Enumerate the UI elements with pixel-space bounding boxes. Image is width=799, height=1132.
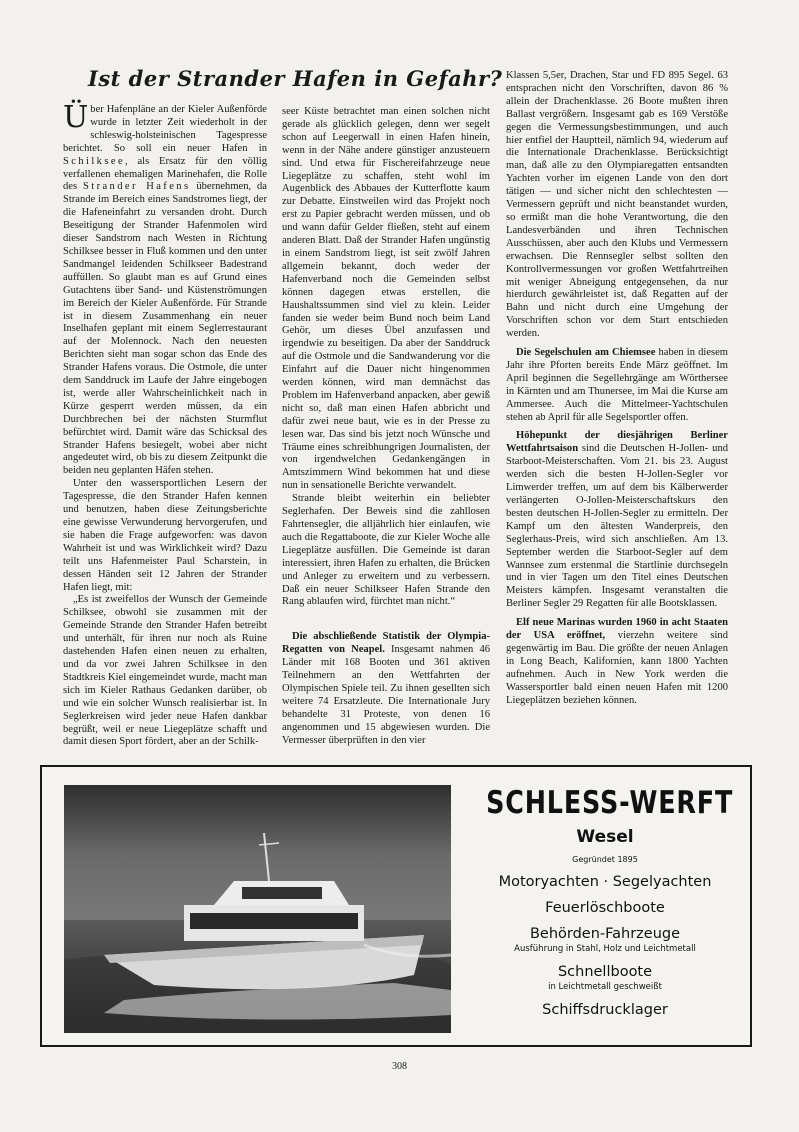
advertisement [40, 765, 752, 1047]
news-headline: Die abschließende Statistik der Olympia-Regatten von Neapel. [282, 631, 490, 656]
product-line: Schiffsdrucklager [542, 1002, 668, 1018]
news-headline: Die Segelschulen am Chiemsee [516, 347, 656, 359]
column-2 [282, 106, 490, 748]
place-name: Strander Hafens [82, 181, 191, 193]
news-item: Die abschließende Statistik der Olympia-Regatten von Neapel. Insgesamt nahmen 46 Länder mit 168 Booten und 361 aktiven Teilnehmern an den Wettfahrten der Olympischen Spiele teil. Zu ihnen gesellten sich weitere 74 Ersatzleute. Die Internationale Jury behandelte 31 Proteste, von denen 16 angenommen und 15 abgewiesen wurden. Die Vermesser überprüften in den vier [282, 631, 490, 746]
motor-yacht-photo [64, 785, 451, 1033]
news-item: Höhepunkt der diesjährigen Berliner Wettfahrtsaison sind die Deutschen H-Jollen- und Starboot-Meisterschaften. Vom 21. bis 23. August werden sich die besten H-Jollen-Segler vor Limwerder treffen, um auf dem bis Kälberwerder verlängerten O-Jollen-Meisterschaftskurs den besten deutschen H-Jollen-Segler zu ermitteln. Der Kampf um den ältesten Wanderpreis, den Seglerhaus-Preis, wird sich anschließen. Am 13. September werden die Starboot-Segler auf dem Wannsee zum erstenmal die Startlinie durchsegeln und in vier Tagen um den Titel eines Deutschen Meisters kämpfen. Insgesamt veranstalten die Berliner Segler 29 Regatten für alle Bootsklassen. [506, 430, 728, 610]
article-title: Ist der Strander Hafen in Gefahr? [88, 66, 503, 91]
product-line: Schnellboote [557, 964, 653, 980]
news-headline: Elf neue Marinas wurden 1960 in acht Staaten der USA eröffnet, [506, 617, 728, 642]
news-headline: Höhepunkt der diesjährigen Berliner Wettfahrtsaison [506, 430, 728, 455]
yacht-illustration [64, 785, 451, 1033]
paragraph: Klassen 5,5er, Drachen, Star und FD 895 Segel. 63 entsprachen nicht den Vorschriften, davon 86 % allein der Drachenklasse. 26 Boote mußten ihren Ballast vergrößern. Insgesamt gab es 169 Verstöße gegen die Vermessungsbestimmungen, und auch hier entfiel der Hauptteil, nämlich 94, wiederum auf die Internationale Drachenklasse. Berücksichtigt man, daß alle zu den Olympiaregatten entsandten Yachten vorher im eigenen Lande von den dort tätigen — und sicher nicht den schlechtesten — Vermessern geprüft und nicht beanstandet wurden, so ermißt man die hohe Verantwortung, die den Landesverbänden und ihren Technischen Ausschüssen, aber auch den Klubs und Vermessern erwachsen. Die Rennsegler selbst sollten den Kontrollvermessungen vor großen Wettfahrtreihen mit weniger Abneigung entgegensehen, da nur hierdurch gewährleistet ist, daß Regatten auf der Bahn und nicht durch eine Umgehung der Vorschriften schon vor dem Start entschieden werden. [506, 70, 728, 340]
ad-text-block [460, 777, 750, 1018]
company-city: Wesel [576, 827, 634, 847]
column-1 [63, 100, 267, 749]
founded-note: Gegründet 1895 [572, 855, 638, 864]
news-item: Elf neue Marinas wurden 1960 in acht Staaten der USA eröffnet, vierzehn weitere sind gegenwärtig im Bau. Die größte der neuen Anlagen in Long Beach, Kalifornien, kann 1800 Yachten aufnehmen. Auch in New York werden die Wassersportler bald einen neuen Hafen mit 1200 Liegeplätzen beziehen können. [506, 617, 728, 706]
news-item: Die Segelschulen am Chiemsee haben in diesem Jahr ihre Pforten bereits Ende März geöffnet. Im April beginnen die Segellehrgänge am Wörthersee in Kärnten und am Thunersee, im Mai die Kurse am Ammersee. Auch die Mittelmeer-Yachtschulen stehen ab April für alle Segelsportler offen. [506, 347, 728, 423]
drop-cap: Ü [63, 100, 89, 135]
page-number: 308 [392, 1061, 407, 1072]
place-name: Schilksee [63, 155, 126, 167]
paragraph: „Es ist zweifellos der Wunsch der Gemeinde Schilksee, obwohl sie zusammen mit der Gemeinde Strande den Strander Hafen betreibt und unterhält, für ihren nur noch als Ruine dastehenden Hafen einen neuen zu erhalten, und da vor zwei Jahren Schilksee in den Stadtkreis Kiel eingemeindet wurde, macht man sich im Kieler Rathaus Gedanken darüber, ob und wie ein solcher Wunsch realisierbar ist. In Seglerkreisen wird jeder neue Hafen dankbar begrüßt, weil er neue Liegeplätze schafft und damit diesen Sport fördert, aber an der Schilk- [63, 594, 267, 748]
product-detail: Ausführung in Stahl, Holz und Leichtmetall [514, 944, 696, 954]
company-name: SCHLESS-WERFT [486, 785, 734, 821]
paragraph: Strande bleibt weiterhin ein beliebter Seglerhafen. Der Beweis sind die zahllosen Fahrtensegler, die alljährlich hier einlaufen, wie auch die Regattaboote, die zur Kieler Woche alle Liegeplätze ausfüllen. Die Gemeinde ist daran interessiert, ihren Hafen zu erhalten, die Brücken und Anleger zu erweitern und zu verbessern. Daß ein neuer Schilkseer Hafen Strande den Rang ablaufen wird, fürchtet man nicht.“ [282, 493, 490, 608]
product-line: Feuerlöschboote [545, 900, 665, 916]
column-3 [506, 70, 728, 708]
paragraph: Unter den wassersportlichen Lesern der Tagespresse, die den Strander Hafen kennen und benutzen, haben diese Zeitungsberichte eine gewisse Verwunderung hervorgerufen, und sie haben die Frage aufgeworfen: was davon Wahrheit ist und was Wirklichkeit wird? Dazu teilt uns Hafenmeister Paul Scharstein, in dessen Händen seit 12 Jahren der Strander Hafen liegt, mit: [63, 478, 267, 593]
product-detail: in Leichtmetall geschweißt [548, 982, 662, 992]
product-line: Motoryachten · Segelyachten [498, 874, 712, 890]
paragraph: Über Hafenpläne an der Kieler Außenförde wurde in letzter Zeit wiederholt in der schleswig-holsteinischen Tagespresse berichtet. So soll ein neuer Hafen in Schilksee, als Ersatz für den völlig verfallenen ehemaligen Marinehafen, die Rolle des Strander Hafens übernehmen, da Strande im Bereich eines Sandstromes liegt, der die Hafeneinfahrt zu versanden droht. Durch Beseitigung der Strander Hafenmolen wird dieser Sandstrom nach Westen in Richtung Schilksee besser in Fluß kommen und den unter Sandmangel leidenden Schilkseer Badestrand auffüllen. So glaubt man es auf Grund eines Gutachtens über Sand- und Küstenströmungen im Bereich der Kieler Außenförde. Für Strande ist in diesem Zusammenhang ein neuer Inselhafen geplant mit einem Seglerrestaurant auf der Molennock. Nach den neuesten Berichten sieht man sogar schon das Ende des Strander Hafens voraus. Die Ostmole, die unter dem Sanddruck im Laufe der Jahre eingebogen ist, werde aller Wahrscheinlichkeit nach in Kürze gesperrt werden müssen, da ein Durchbrechen bei der nächsten Sturmflut befürchtet wird. Damit wäre das Schicksal des Strander Hafens besiegelt, wobei aber nicht angedeutet wird, ob bis zu diesem Zeitpunkt die beiden neu geplanten Häfen stehen. [63, 100, 267, 477]
paragraph: seer Küste betrachtet man einen solchen nicht gerade als glücklich gelegen, denn wer segelt schon auf Leegerwall in einen Hafen hinein, wenn in der Nähe andere günstiger anzusteuern sind. Und etwa für Fischereifahrzeuge neue Liegeplätze zu schaffen, steht wohl im Augenblick des Abbaues der Kutterflotte kaum zur Debatte. Einstweilen wird das Projekt noch erst zu Papier gebracht werden müssen, und ob und wann dafür Gelder fließen, steht auf einem anderen Blatt. Daß der Strander Hafen ungünstig in einem Sandstrom liegt, ist seit zwölf Jahren allgemein bekannt, doch weder der Hafenverband noch die Gemeinden selbst können dagegen etwas erstellen, die Haushaltssummen sind viel zu klein. Leider fanden sie weder beim Bund noch beim Land Gehör, um dieses Übel anzufassen und irgendwie zu beseitigen. Da aber der Sanddruck auf die Ostmole und die Sandwanderung vor die Einfahrt auf die Dauer nicht hingenommen werden können, wird man demnächst das Problem im Hafenverband anpacken, aber gewiß nicht so, daß man einen Hafen abbricht und dafür zwei neue baut, wie es in der Presse zu lesen war. Das sind bis jetzt noch Wünsche und Träume eines schreibhungrigen Journalisten, der von irgendwelchen Gedankengängen in Amtszimmern Wind bekommen hat und diese nun in sensationelle Berichte verwandelt. [282, 106, 490, 492]
product-line: Behörden-Fahrzeuge [529, 926, 681, 942]
